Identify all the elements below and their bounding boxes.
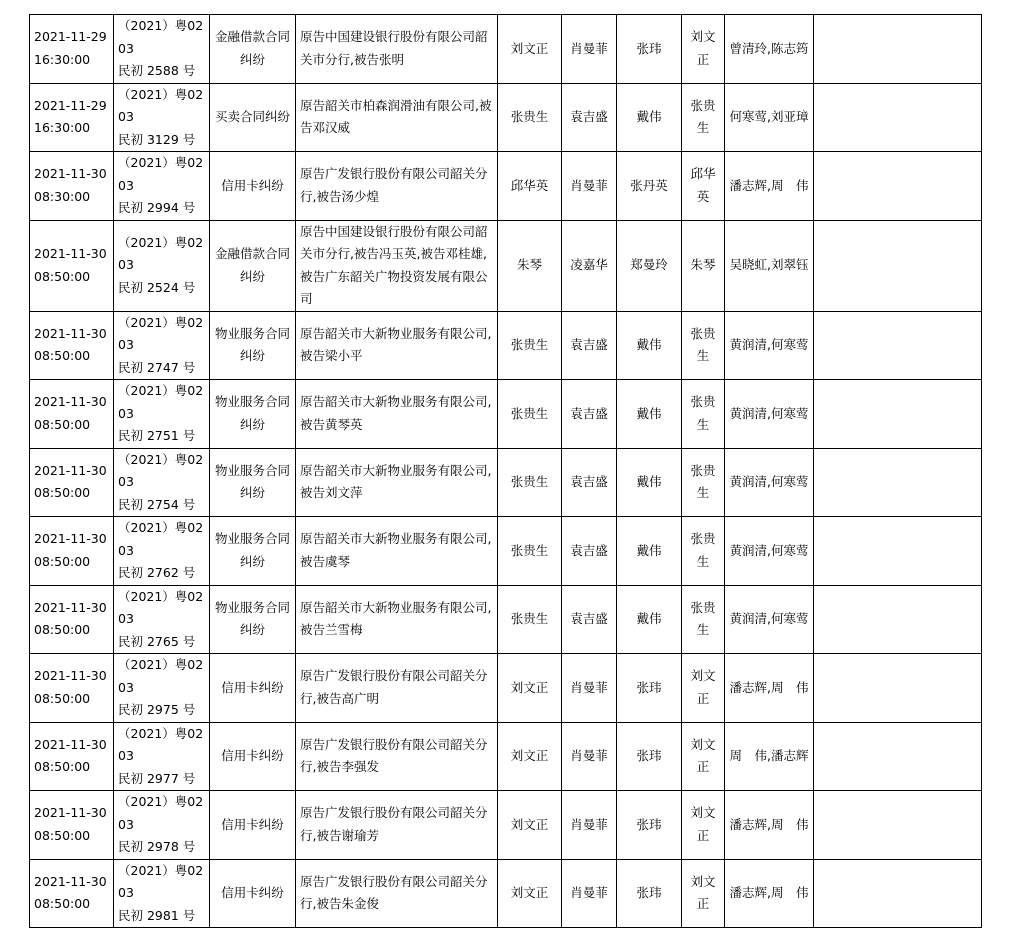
presiding-judge-cell: [682, 517, 725, 586]
juror-text: 肖曼菲: [570, 816, 608, 832]
presiding-judge-cell: [682, 722, 725, 791]
clerks-text: 周 伟,潘志辉: [729, 748, 809, 763]
parties-text: 原告韶关市大新物业服务有限公司,被告兰雪梅: [300, 599, 492, 638]
judge-text: 张贵生: [510, 542, 549, 558]
parties-cell: [296, 380, 498, 449]
case-cause-text: 信用卡纠纷: [221, 885, 284, 900]
hearing-time-cell: [30, 585, 114, 654]
presiding-judge-cell: [682, 654, 725, 723]
note-cell: [814, 517, 982, 586]
hearing-time-text: 08:50:00: [34, 553, 91, 569]
case-number-text: （2021）粤0203: [118, 383, 204, 421]
clerks-cell: [725, 448, 814, 517]
case-number-text: 民初 2765 号: [118, 633, 196, 649]
presiding-judge-cell: [682, 220, 725, 311]
juror-cell: [562, 585, 617, 654]
judge-text: 张贵生: [510, 109, 549, 124]
parties-cell: [296, 859, 498, 928]
hearing-time-cell: [30, 448, 114, 517]
table-row: [30, 654, 982, 723]
parties-text: 原告广发银行股份有限公司韶关分行,被告朱金俊: [300, 873, 488, 912]
parties-cell: [296, 517, 498, 586]
table-row: [30, 380, 982, 449]
parties-cell: [296, 152, 498, 221]
presiding-judge-text: 朱琴: [690, 257, 716, 273]
case-cause-text: 物业服务合同纠纷: [214, 531, 290, 569]
case-number-text: 民初 2524 号: [118, 279, 196, 295]
juror-text: 袁吉盛: [570, 542, 608, 558]
juror-cell: [562, 15, 617, 84]
judge-text: 张贵生: [510, 474, 549, 489]
clerks-cell: [725, 791, 814, 860]
note-cell: [814, 220, 982, 311]
judge-text: 朱琴: [516, 257, 542, 273]
table-row: [30, 83, 982, 152]
hearing-time-cell: [30, 152, 114, 221]
note-cell: [814, 722, 982, 791]
case-number-text: （2021）粤0203: [118, 451, 204, 489]
case-number-text: （2021）粤0203: [118, 520, 204, 558]
juror-cell: [617, 722, 682, 791]
hearing-time-text: 2021-11-29: [34, 97, 107, 113]
judge-text: 张贵生: [510, 405, 549, 421]
parties-text: 原告韶关市大新物业服务有限公司,被告梁小平: [300, 325, 492, 364]
table-row: [30, 15, 982, 84]
case-cause-cell: [210, 722, 296, 791]
table-row: [30, 859, 982, 928]
juror-cell: [562, 654, 617, 723]
presiding-judge-cell: [682, 380, 725, 449]
case-number-text: （2021）粤0203: [118, 155, 204, 193]
case-number-cell: [114, 654, 210, 723]
schedule-rows: [30, 15, 982, 928]
hearing-time-text: 2021-11-30: [34, 805, 107, 821]
hearing-time-text: 08:50:00: [34, 485, 91, 501]
table-row: [30, 152, 982, 221]
judge-text: 刘文正: [510, 40, 549, 56]
juror-cell: [617, 859, 682, 928]
parties-text: 原告韶关市柏森润滑油有限公司,被告邓汉威: [300, 97, 492, 136]
juror-cell: [617, 83, 682, 152]
hearing-time-text: 2021-11-30: [34, 873, 107, 889]
note-cell: [814, 152, 982, 221]
parties-cell: [296, 311, 498, 380]
parties-cell: [296, 722, 498, 791]
clerks-cell: [725, 722, 814, 791]
parties-text: 原告韶关市大新物业服务有限公司,被告虞琴: [300, 531, 492, 569]
judge-cell: [498, 585, 562, 654]
case-number-cell: [114, 83, 210, 152]
case-number-text: 民初 2754 号: [118, 496, 196, 512]
presiding-judge-cell: [682, 152, 725, 221]
parties-text: 原告广发银行股份有限公司韶关分行,被告汤少煌: [300, 166, 488, 204]
judge-cell: [498, 654, 562, 723]
clerks-cell: [725, 654, 814, 723]
hearing-time-text: 08:50:00: [34, 622, 91, 638]
case-number-cell: [114, 380, 210, 449]
case-number-text: （2021）粤0203: [118, 794, 204, 832]
note-cell: [814, 448, 982, 517]
parties-cell: [296, 654, 498, 723]
hearing-time-text: 2021-11-30: [34, 599, 107, 615]
clerks-cell: [725, 859, 814, 928]
hearing-time-cell: [30, 380, 114, 449]
juror-text: 戴伟: [636, 405, 662, 421]
hearing-time-cell: [30, 654, 114, 723]
juror-text: 张玮: [636, 885, 662, 900]
clerks-cell: [725, 152, 814, 221]
judge-cell: [498, 380, 562, 449]
case-number-text: （2021）粤0203: [118, 657, 204, 695]
case-cause-text: 物业服务合同纠纷: [214, 599, 290, 638]
presiding-judge-text: 张贵生: [690, 325, 716, 364]
hearing-time-text: 2021-11-30: [34, 736, 107, 752]
judge-cell: [498, 859, 562, 928]
hearing-time-text: 16:30:00: [34, 120, 91, 136]
case-number-cell: [114, 859, 210, 928]
judge-text: 刘文正: [510, 679, 549, 695]
juror-text: 戴伟: [636, 474, 662, 489]
juror-cell: [617, 585, 682, 654]
case-cause-cell: [210, 517, 296, 586]
juror-text: 郑曼玲: [630, 257, 668, 273]
juror-cell: [617, 654, 682, 723]
juror-cell: [617, 791, 682, 860]
hearing-time-text: 08:50:00: [34, 416, 91, 432]
judge-cell: [498, 15, 562, 84]
table-row: [30, 448, 982, 517]
case-cause-cell: [210, 585, 296, 654]
clerks-cell: [725, 585, 814, 654]
case-number-text: 民初 2588 号: [118, 63, 196, 78]
juror-text: 袁吉盛: [570, 337, 608, 352]
juror-cell: [617, 15, 682, 84]
presiding-judge-text: 张贵生: [690, 97, 716, 136]
juror-text: 肖曼菲: [570, 177, 608, 193]
case-number-text: （2021）粤0203: [118, 314, 204, 352]
juror-cell: [562, 380, 617, 449]
juror-text: 戴伟: [636, 611, 662, 626]
presiding-judge-cell: [682, 859, 725, 928]
hearing-time-text: 08:50:00: [34, 827, 91, 843]
case-cause-text: 信用卡纠纷: [221, 816, 284, 832]
case-cause-cell: [210, 448, 296, 517]
case-number-text: 民初 2978 号: [118, 839, 196, 854]
judge-text: 刘文正: [510, 748, 549, 763]
hearing-time-text: 2021-11-30: [34, 531, 107, 547]
presiding-judge-cell: [682, 448, 725, 517]
case-number-text: 民初 2975 号: [118, 702, 196, 717]
table-row: [30, 585, 982, 654]
clerks-text: 黄润清,何寒莺: [729, 542, 809, 558]
clerks-text: 潘志辉,周 伟: [729, 177, 809, 193]
case-cause-text: 物业服务合同纠纷: [214, 462, 290, 501]
juror-text: 袁吉盛: [570, 109, 608, 124]
juror-cell: [562, 517, 617, 586]
case-number-text: 民初 2747 号: [118, 359, 196, 375]
case-cause-text: 买卖合同纠纷: [214, 109, 290, 124]
case-number-cell: [114, 722, 210, 791]
juror-cell: [562, 722, 617, 791]
judge-cell: [498, 83, 562, 152]
presiding-judge-cell: [682, 585, 725, 654]
juror-cell: [562, 83, 617, 152]
case-cause-cell: [210, 152, 296, 221]
parties-text: 原告广发银行股份有限公司韶关分行,被告李强发: [300, 736, 488, 775]
case-number-text: （2021）粤0203: [118, 725, 204, 763]
clerks-text: 黄润清,何寒莺: [729, 405, 809, 421]
parties-cell: [296, 220, 498, 311]
juror-text: 凌嘉华: [570, 257, 608, 273]
judge-cell: [498, 722, 562, 791]
judge-cell: [498, 311, 562, 380]
hearing-time-text: 2021-11-30: [34, 246, 107, 261]
presiding-judge-cell: [682, 83, 725, 152]
hearing-time-text: 08:50:00: [34, 759, 91, 775]
clerks-text: 潘志辉,周 伟: [729, 679, 809, 695]
juror-cell: [562, 311, 617, 380]
case-cause-cell: [210, 791, 296, 860]
judge-cell: [498, 448, 562, 517]
case-cause-cell: [210, 311, 296, 380]
case-number-cell: [114, 448, 210, 517]
juror-cell: [562, 152, 617, 221]
case-cause-cell: [210, 380, 296, 449]
hearing-time-cell: [30, 83, 114, 152]
hearing-schedule-table: [29, 14, 982, 928]
juror-text: 肖曼菲: [570, 40, 608, 56]
case-number-cell: [114, 15, 210, 84]
juror-text: 张玮: [636, 748, 662, 763]
juror-text: 戴伟: [636, 542, 662, 558]
hearing-time-text: 2021-11-30: [34, 668, 107, 684]
case-cause-cell: [210, 654, 296, 723]
hearing-time-text: 2021-11-30: [34, 325, 107, 341]
juror-text: 肖曼菲: [570, 679, 608, 695]
note-cell: [814, 859, 982, 928]
presiding-judge-text: 张贵生: [690, 599, 716, 638]
juror-text: 张玮: [636, 40, 662, 56]
hearing-time-text: 08:50:00: [34, 896, 91, 912]
case-number-cell: [114, 791, 210, 860]
case-cause-cell: [210, 83, 296, 152]
presiding-judge-text: 刘文正: [690, 805, 716, 843]
juror-text: 张丹英: [630, 177, 668, 193]
juror-cell: [562, 220, 617, 311]
case-number-cell: [114, 585, 210, 654]
table-row: [30, 220, 982, 311]
hearing-time-text: 08:30:00: [34, 188, 91, 204]
note-cell: [814, 311, 982, 380]
judge-text: 张贵生: [510, 337, 549, 352]
clerks-cell: [725, 517, 814, 586]
presiding-judge-text: 刘文正: [690, 668, 716, 706]
juror-cell: [617, 311, 682, 380]
hearing-time-text: 2021-11-30: [34, 166, 107, 182]
case-number-text: （2021）粤0203: [118, 862, 204, 900]
table-row: [30, 791, 982, 860]
parties-text: 原告韶关市大新物业服务有限公司,被告黄琴英: [300, 394, 492, 432]
juror-cell: [562, 791, 617, 860]
presiding-judge-text: 刘文正: [690, 873, 716, 912]
juror-cell: [617, 517, 682, 586]
clerks-text: 曾清玲,陈志筠: [729, 40, 809, 56]
note-cell: [814, 791, 982, 860]
presiding-judge-text: 张贵生: [690, 462, 716, 501]
case-cause-cell: [210, 15, 296, 84]
judge-cell: [498, 517, 562, 586]
presiding-judge-text: 邱华英: [690, 166, 716, 204]
judge-text: 刘文正: [510, 885, 549, 900]
case-cause-text: 信用卡纠纷: [221, 679, 284, 695]
juror-cell: [617, 380, 682, 449]
clerks-text: 吴晓虹,刘翠钰: [729, 257, 809, 273]
judge-text: 张贵生: [510, 611, 549, 626]
case-cause-text: 信用卡纠纷: [221, 748, 284, 763]
clerks-text: 黄润清,何寒莺: [729, 337, 809, 352]
note-cell: [814, 654, 982, 723]
juror-cell: [617, 220, 682, 311]
clerks-cell: [725, 15, 814, 84]
juror-cell: [617, 152, 682, 221]
case-cause-cell: [210, 220, 296, 311]
presiding-judge-text: 张贵生: [690, 531, 716, 569]
clerks-cell: [725, 83, 814, 152]
hearing-time-cell: [30, 859, 114, 928]
presiding-judge-text: 刘文正: [690, 29, 716, 67]
judge-cell: [498, 220, 562, 311]
hearing-time-cell: [30, 722, 114, 791]
case-cause-text: 金融借款合同纠纷: [214, 246, 290, 284]
hearing-time-cell: [30, 15, 114, 84]
presiding-judge-text: 刘文正: [690, 736, 716, 775]
case-cause-text: 物业服务合同纠纷: [214, 394, 290, 432]
case-cause-text: 物业服务合同纠纷: [214, 325, 290, 364]
clerks-text: 潘志辉,周 伟: [729, 816, 809, 832]
juror-text: 张玮: [636, 816, 662, 832]
juror-text: 戴伟: [636, 109, 662, 124]
clerks-text: 黄润清,何寒莺: [729, 474, 809, 489]
note-cell: [814, 15, 982, 84]
judge-text: 刘文正: [510, 816, 549, 832]
case-number-cell: [114, 311, 210, 380]
parties-text: 原告中国建设银行股份有限公司韶关市分行,被告冯玉英,被告邓桂雄,被告广东韶关广物投资发展有限公司: [300, 223, 488, 306]
case-number-cell: [114, 517, 210, 586]
parties-text: 原告广发银行股份有限公司韶关分行,被告高广明: [300, 668, 488, 706]
case-number-text: 民初 2994 号: [118, 200, 196, 215]
hearing-time-text: 2021-11-30: [34, 462, 107, 478]
judge-cell: [498, 152, 562, 221]
case-cause-cell: [210, 859, 296, 928]
note-cell: [814, 585, 982, 654]
juror-text: 袁吉盛: [570, 405, 608, 421]
parties-cell: [296, 15, 498, 84]
case-number-text: 民初 2981 号: [118, 907, 196, 923]
parties-cell: [296, 448, 498, 517]
parties-cell: [296, 83, 498, 152]
case-number-text: 民初 2762 号: [118, 565, 196, 580]
juror-cell: [617, 448, 682, 517]
clerks-cell: [725, 220, 814, 311]
clerks-cell: [725, 380, 814, 449]
case-number-text: 民初 2751 号: [118, 428, 196, 443]
note-cell: [814, 83, 982, 152]
case-number-text: （2021）粤0203: [118, 588, 204, 626]
presiding-judge-cell: [682, 15, 725, 84]
hearing-time-cell: [30, 220, 114, 311]
case-number-text: 民初 3129 号: [118, 131, 196, 147]
juror-text: 袁吉盛: [570, 611, 608, 626]
parties-cell: [296, 585, 498, 654]
case-number-cell: [114, 220, 210, 311]
case-cause-text: 金融借款合同纠纷: [214, 29, 290, 67]
hearing-time-cell: [30, 791, 114, 860]
juror-text: 袁吉盛: [570, 474, 608, 489]
hearing-time-text: 16:30:00: [34, 51, 91, 67]
case-number-text: （2021）粤0203: [118, 86, 204, 124]
hearing-time-text: 08:50:00: [34, 348, 91, 364]
judge-cell: [498, 791, 562, 860]
juror-text: 肖曼菲: [570, 748, 608, 763]
case-number-text: 民初 2977 号: [118, 770, 196, 786]
clerks-text: 何寒莺,刘亚璋: [729, 109, 809, 124]
presiding-judge-cell: [682, 791, 725, 860]
parties-cell: [296, 791, 498, 860]
parties-text: 原告韶关市大新物业服务有限公司,被告刘文萍: [300, 462, 492, 501]
table-row: [30, 722, 982, 791]
presiding-judge-cell: [682, 311, 725, 380]
juror-text: 张玮: [636, 679, 662, 695]
clerks-text: 潘志辉,周 伟: [729, 885, 809, 900]
juror-cell: [562, 859, 617, 928]
presiding-judge-text: 张贵生: [690, 394, 716, 432]
clerks-cell: [725, 311, 814, 380]
juror-text: 戴伟: [636, 337, 662, 352]
hearing-time-cell: [30, 311, 114, 380]
judge-text: 邱华英: [510, 177, 549, 193]
case-number-cell: [114, 152, 210, 221]
hearing-time-text: 2021-11-30: [34, 394, 107, 410]
case-number-text: （2021）粤0203: [118, 18, 204, 56]
parties-text: 原告广发银行股份有限公司韶关分行,被告谢瑜芳: [300, 805, 488, 843]
case-number-text: （2021）粤0203: [118, 234, 204, 273]
juror-cell: [562, 448, 617, 517]
hearing-time-text: 08:50:00: [34, 268, 91, 284]
hearing-time-text: 2021-11-29: [34, 29, 107, 45]
hearing-time-text: 08:50:00: [34, 690, 91, 706]
hearing-time-cell: [30, 517, 114, 586]
case-cause-text: 信用卡纠纷: [221, 177, 284, 193]
juror-text: 肖曼菲: [570, 885, 608, 900]
parties-text: 原告中国建设银行股份有限公司韶关市分行,被告张明: [300, 29, 488, 67]
clerks-text: 黄润清,何寒莺: [729, 611, 809, 626]
table-row: [30, 311, 982, 380]
table-row: [30, 517, 982, 586]
note-cell: [814, 380, 982, 449]
